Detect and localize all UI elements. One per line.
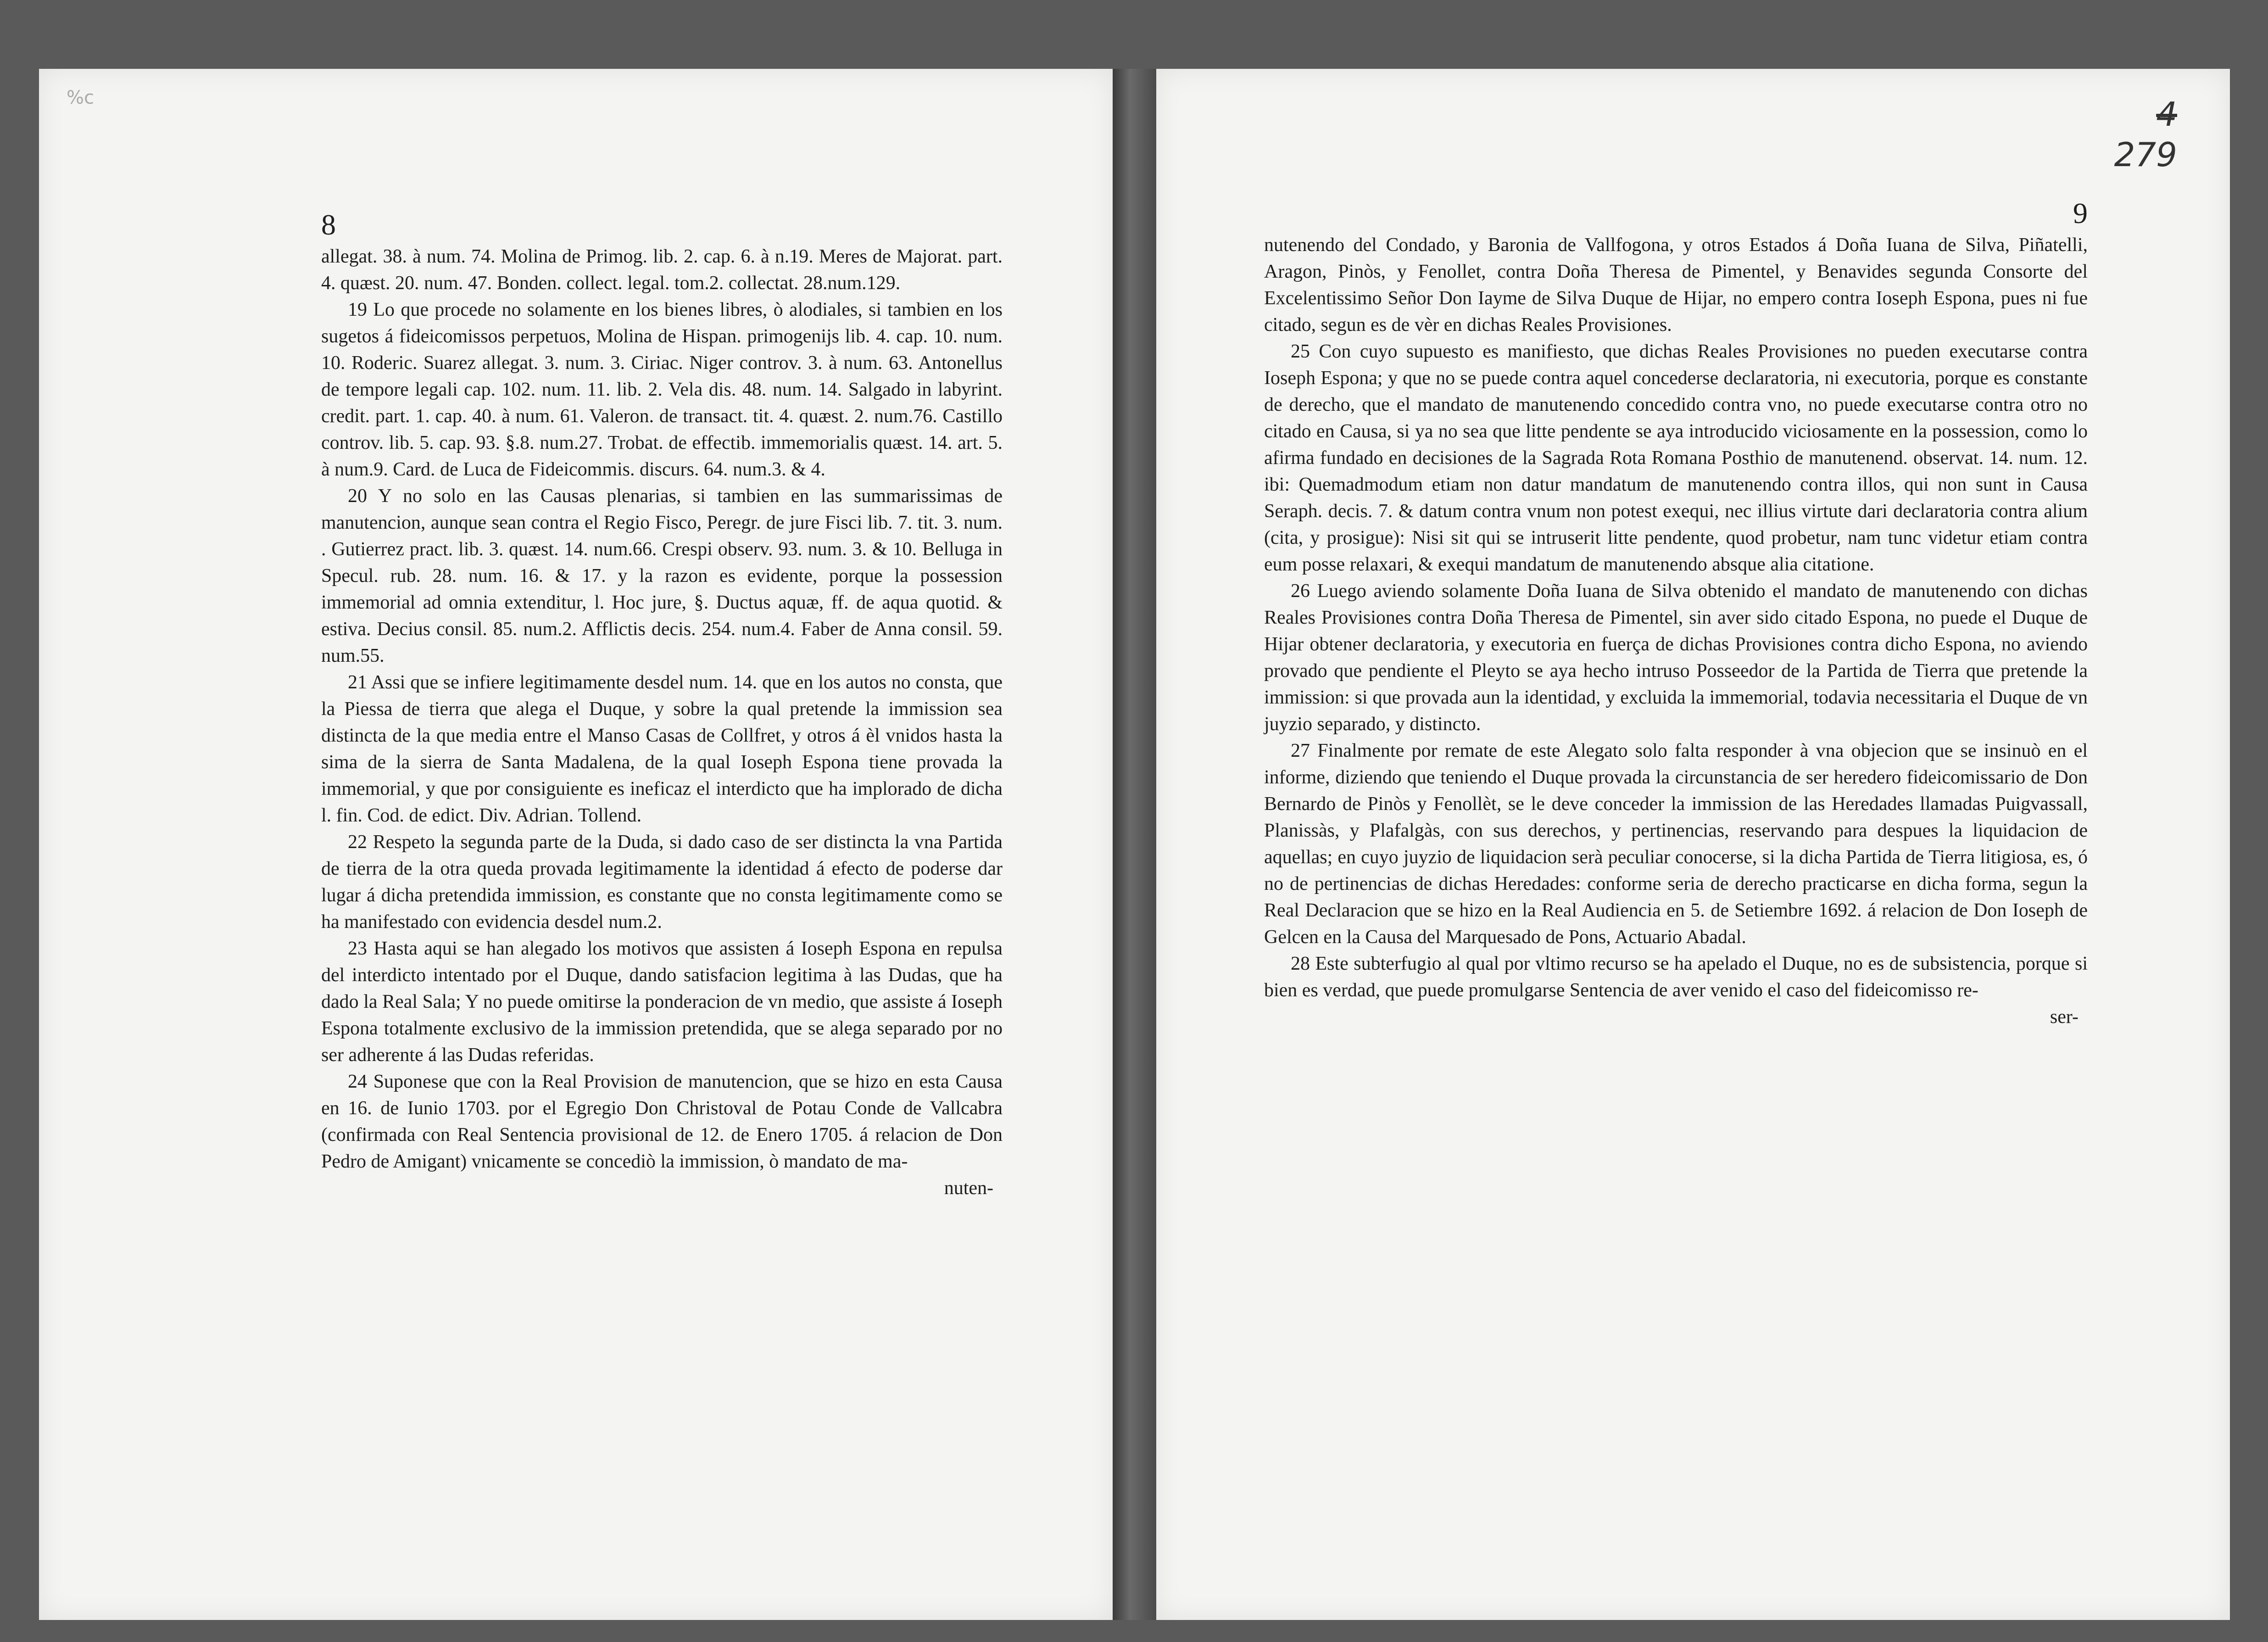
book-gutter — [1113, 69, 1156, 1620]
paragraph: allegat. 38. à num. 74. Molina de Primog. lib. 2. cap. 6. à n.19. Meres de Majorat. part. 4. quæst. 20. num. 47. Bonden. collect. legal. tom.2. collectat. 28.num.129. — [321, 246, 1003, 294]
page-number: 9 — [2073, 197, 2088, 229]
corner-mark: %c — [67, 87, 94, 108]
paragraph: 25 Con cuyo supuesto es manifiesto, que dichas Reales Provisiones no pueden executarse contra Ioseph Espona; y que no se puede contra aquel concederse declaratoria, ni executoria, porque es constante de derecho, que el mandato de manutenendo concedido contra vno, no puede executarse contra otro no citado en Causa, si ya no sea que litte pendente se aya introducido viciosamente en la possession, como lo afirma fundado en decisiones de la Sagrada Rota Romana Posthio de manutenend. observat. 14. num. 12. ibi: Quemadmodum etiam non datur mandatum de manutenendo contra illos, qui non sunt in Causa Seraph. decis. 7. & datum contra vnum non potest exequi, nec illius virtute dari declaratoria contra alium (cita, y prosigue): Nisi sit qui se intruserit litte pendente, quod probetur, nam tunc videtur etiam contra eum posse relaxari, & exequi mandatum de manutenendo absque alia citatione. — [1264, 341, 2088, 575]
paragraph: nutenendo del Condado, y Baronia de Vallfogona, y otros Estados á Doña Iuana de Silva, Piñatelli, Aragon, Pinòs, y Fenollet, contra Doña Theresa de Pimentel, y Benavides segunda Consorte del Excelentissimo Señor Don Iayme de Silva Duque de Hijar, no empero contra Ioseph Espona, pues ni fue citado, segun es de vèr en dichas Reales Provisiones. — [1264, 235, 2088, 335]
left-page-text — [321, 207, 1003, 1201]
paragraph: 21 Assi que se infiere legitimamente desdel num. 14. que en los autos no consta, que la Piessa de tierra que alega el Duque, y sobre la qual pretende la immission sea distincta de la que media entre el Manso Casas de Collfret, y otros á èl vnidos hasta la sima de la sierra de Santa Madalena, de la qual Ioseph Espona tiene provada la immemorial, y que por consiguiente es ineficaz el interdicto que ha implorado de dicha l. fin. Cod. de edict. Div. Adrian. Tollend. — [321, 672, 1003, 826]
paragraph: 22 Respeto la segunda parte de la Duda, si dado caso de ser distincta la vna Partida de tierra de la otra queda provada legitimamente la identidad á efecto de poderse dar lugar á dicha pretendida immission, es constante que no consta legitimamente como se ha manifestado con evidencia desdel num.2. — [321, 832, 1003, 933]
catchword: nuten- — [944, 1178, 993, 1199]
paragraph: 23 Hasta aqui se han alegado los motivos que assisten á Ioseph Espona en repulsa del interdicto intentado por el Duque, dando satisfacion legitima à las Dudas, que ha dado la Real Sala; Y no puede omitirse la ponderacion de vn medio, que assiste á Ioseph Espona totalmente exclusivo de la immission pretendida, que se alega separado por no ser adherente á las Dudas referidas. — [321, 938, 1003, 1066]
left-page — [39, 69, 1113, 1620]
right-page-text — [1264, 195, 2088, 1030]
right-page — [1156, 69, 2230, 1620]
folio-struck: 4 — [2156, 95, 2177, 134]
paragraph: 24 Suponese que con la Real Provision de manutencion, que se hizo en esta Causa en 16. de Iunio 1703. por el Egregio Don Christoval de Potau Conde de Vallcabra (confirmada con Real Sentencia provisional de 12. de Enero 1705. á relacion de Don Pedro de Amigant) vnicamente se concediò la immission, ò mandato de ma- — [321, 1071, 1003, 1172]
paragraph: 28 Este subterfugio al qual por vltimo recurso se ha apelado el Duque, no es de subsistencia, porque si bien es verdad, que puede promulgarse Sentencia de aver venido el caso del fideicomisso re- — [1264, 953, 2088, 1001]
catchword: ser- — [2050, 1006, 2079, 1028]
page-number: 8 — [321, 208, 336, 241]
paragraph: 19 Lo que procede no solamente en los bienes libres, ò alodiales, si tambien en los sugetos á fideicomissos perpetuos, Molina de Hispan. primogenijs lib. 4. cap. 10. num. 10. Roderic. Suarez allegat. 3. num. 3. Ciriac. Niger controv. 3. à num. 63. Antonellus de tempore legali cap. 102. num. 11. lib. 2. Vela dis. 48. num. 14. Salgado in labyrint. credit. part. 1. cap. 40. à num. 61. Valeron. de transact. tit. 4. quæst. 2. num.76. Castillo controv. lib. 5. cap. 93. §.8. num.27. Trobat. de effectib. immemorialis quæst. 14. art. 5. à num.9. Card. de Luca de Fideicommis. discurs. 64. num.3. & 4. — [321, 299, 1003, 480]
paragraph: 20 Y no solo en las Causas plenarias, si tambien en las summarissimas de manutencion, aunque sean contra el Regio Fisco, Peregr. de jure Fisci lib. 7. tit. 3. num. . Gutierrez pract. lib. 3. quæst. 14. num.66. Crespi observ. 93. num. 3. & 10. Belluga in Specul. rub. 28. num. 16. & 17. y la razon es evidente, porque la possession immemorial ad omnia extenditur, l. Hoc jure, §. Ductus aquæ, ff. de aqua quotid. & estiva. Decius consil. 85. num.2. Afflictis decis. 254. num.4. Faber de Anna consil. 59. num.55. — [321, 486, 1003, 666]
paragraph: 26 Luego aviendo solamente Doña Iuana de Silva obtenido el mandato de manutenendo con dichas Reales Provisiones contra Doña Theresa de Pimentel, sin aver sido citado Espona, no puede el Duque de Hijar obtener declaratoria, y executoria en fuerça de dichas Provisiones contra dicho Espona, no aviendo provado que pendiente el Pleyto se aya hecho intruso Posseedor de la Partida de Tierra que pretende la immission: si que provada aun la identidad, y excluida la immemorial, todavia necessitaria el Duque de vn juyzio separado, y distincto. — [1264, 581, 2088, 735]
folio-current: 279 — [2114, 135, 2177, 174]
folio-number — [2114, 94, 2177, 175]
paragraph: 27 Finalmente por remate de este Alegato solo falta responder à vna objecion que se insinuò en el informe, diziendo que teniendo el Duque provada la circunstancia de ser heredero fideicomissario de Don Bernardo de Pinòs y Fenollèt, se le deve conceder la immission de las Heredades llamadas Puigvassall, Planissàs, y Plafalgàs, con sus derechos, y pertinencias, reservando para despues la liquidacion de aquellas; en cuyo juyzio de liquidacion serà peculiar conocerse, si la dicha Partida de Tierra litigiosa, es, ó no de pertinencias de dichas Heredades: conforme seria de derecho practicarse en dicha forma, segun la Real Declaracion que se hizo en la Real Audiencia en 5. de Setiembre 1692. á relacion de Don Ioseph de Gelcen en la Causa del Marquesado de Pons, Actuario Abadal. — [1264, 740, 2088, 948]
